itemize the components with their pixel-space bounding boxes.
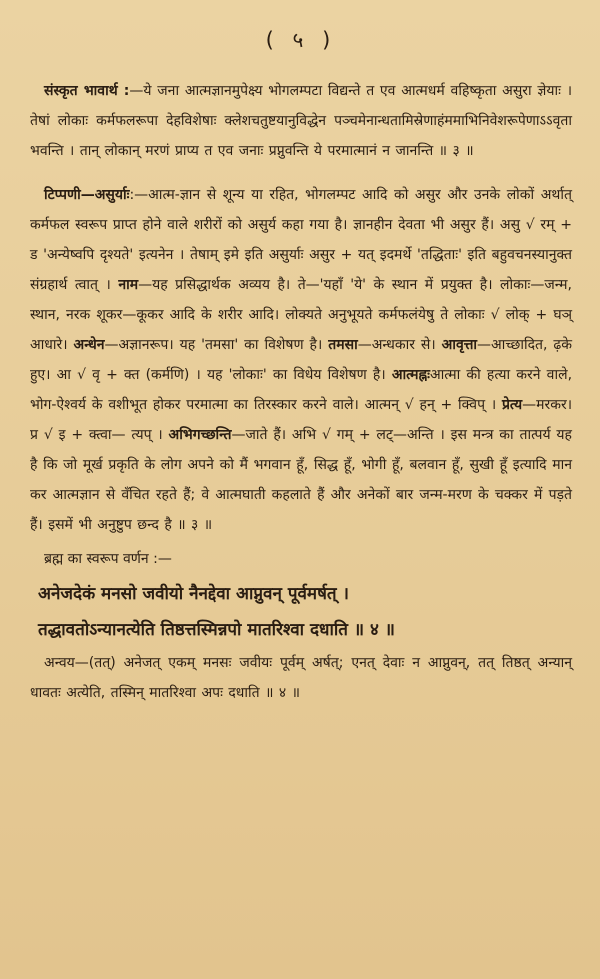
anvaya-paragraph <box>30 648 572 708</box>
abhigachhanti-term: अभिगच्छन्ति <box>168 427 232 443</box>
atmahan-term: आत्मह्नः <box>391 367 430 383</box>
anvaya-label: अन्वय <box>44 655 75 671</box>
tippani-text-2: —यह प्रसिद्धार्थक अव्यय है। ते—'यहाँ 'ये' के स्थान में प्रयुक्त है। लोकाः—जन्म, स्थान, नरक शूकर—कूकर आदि के शरीर आदि। लोक्यते अनुभूयते कर्मफलंयेषु ते लोकाः √ लोक् + घञ् आधारे। <box>30 277 572 353</box>
tippani-text-1: :—आत्म-ज्ञान से शून्य या रहित, भोगलम्पट आदि को असुर और उनके लोकों अर्थात् कर्मफल स्वरूप प्राप्त होने वाले शरीरों को असुर्य कहा गया है। ज्ञानहीन देवता भी असुर हैं। असु √ रम् + ड 'अन्येष्वपि दृश्यते' इत्यनेन । तेषाम् इमे इति असुर्याः असुर + यत् इदमर्थे 'तद्धिताः' इति बहुवचनस्यानुक्त संग्रहार्थ त्वात् । <box>30 187 572 293</box>
tippani-text-4: —अन्धकार से। <box>357 337 436 353</box>
page-number: ( ५ ) <box>265 28 337 52</box>
section-heading: ब्रह्म का स्वरूप वर्णन :— <box>44 551 172 567</box>
andhen-term: अन्धेन <box>73 337 105 353</box>
tippani-text-5: —आच्छादित, ढ़के हुए। आ √ वृ + क्त (कर्मणि) । यह 'लोकाः' का विधेय विशेषण है। <box>30 337 573 383</box>
tippani-paragraph <box>30 180 572 540</box>
tippani-text-7: —मरकर। प्र √ इ + क्त्वा— त्यप् । <box>30 397 573 443</box>
tippani-text-6: आत्मा की हत्या करने वाले, भोग-ऐश्वर्य के वशीभूत होकर परमात्मा का तिरस्कार करने वाले। आत्मन् √ हन् + क्विप् । <box>30 367 573 413</box>
avrita-term: आवृत्ता <box>441 337 478 353</box>
anvaya-text: —(तत्) अनेजत् एकम् मनसः जवीयः पूर्वम् अर्षत्; एनत् देवाः न आप्नुवन्, तत् तिष्ठत् अन्यान् धावतः अत्येति, तस्मिन् मातरिश्वा अपः दधाति ॥ ४ ॥ <box>30 655 572 701</box>
bhavarth-text: —ये जना आत्मज्ञानमुपेक्ष्य भोगलम्पटा विद्यन्ते त एव आत्मधर्म वहिष्कृता असुरा ज्ञेयाः । तेषां लोकाः कर्मफलरूपा देहविशेषाः क्लेशचतुष्टयानुविद्धेन पञ्चमेनान्धतामिस्रेणाहंममाभिनिवेशरूपेणाऽऽवृता भवन्ति । तान् लोकान् मरणं प्राप्य त एव जनाः प्रप्नुवन्ति ये परमात्मानं न जानन्ति ॥ ३ ॥ <box>30 83 573 159</box>
tippani-text-3: —अज्ञानरूप। यह 'तमसा' का विशेषण है। <box>104 337 323 353</box>
pretya-term: प्रेत्य <box>501 397 523 413</box>
sanskrit-bhavarth-paragraph <box>30 76 572 166</box>
verse-line-2: तद्धावतोऽन्यानत्येति तिष्ठत्तस्मिन्नपो मातरिश्वा दधाति ॥ ४ ॥ <box>38 620 395 640</box>
tippani-text-8: —जाते हैं। अभि √ गम् + लट्—अन्ति । इस मन्त्र का तात्पर्य यह है कि जो मूर्ख प्रकृति के लोग अपने को मैं भगवान हूँ, सिद्ध हूँ, भोगी हूँ, बलवान हूँ, सुखी हूँ इत्यादि मान कर आत्मज्ञान से वँचित रहते हैं; वे आत्मघाती कहलाते हैं और अनेकों बार जन्म-मरण के चक्कर में पड़ते हैं। इसमें भी अनुष्टुप छन्द है ॥ ३ ॥ <box>30 427 572 533</box>
bhavarth-label: संस्कृत भावार्थ : <box>44 83 130 99</box>
tippani-label: टिप्पणी—असुर्याः <box>44 187 130 203</box>
tamasa-term: तमसा <box>328 337 358 353</box>
verse-line-1: अनेजदेकं मनसो जवीयो नैनद्देवा आप्नुवन् पूर्वमर्षत् । <box>38 584 349 604</box>
naam-term: नाम <box>118 277 139 293</box>
